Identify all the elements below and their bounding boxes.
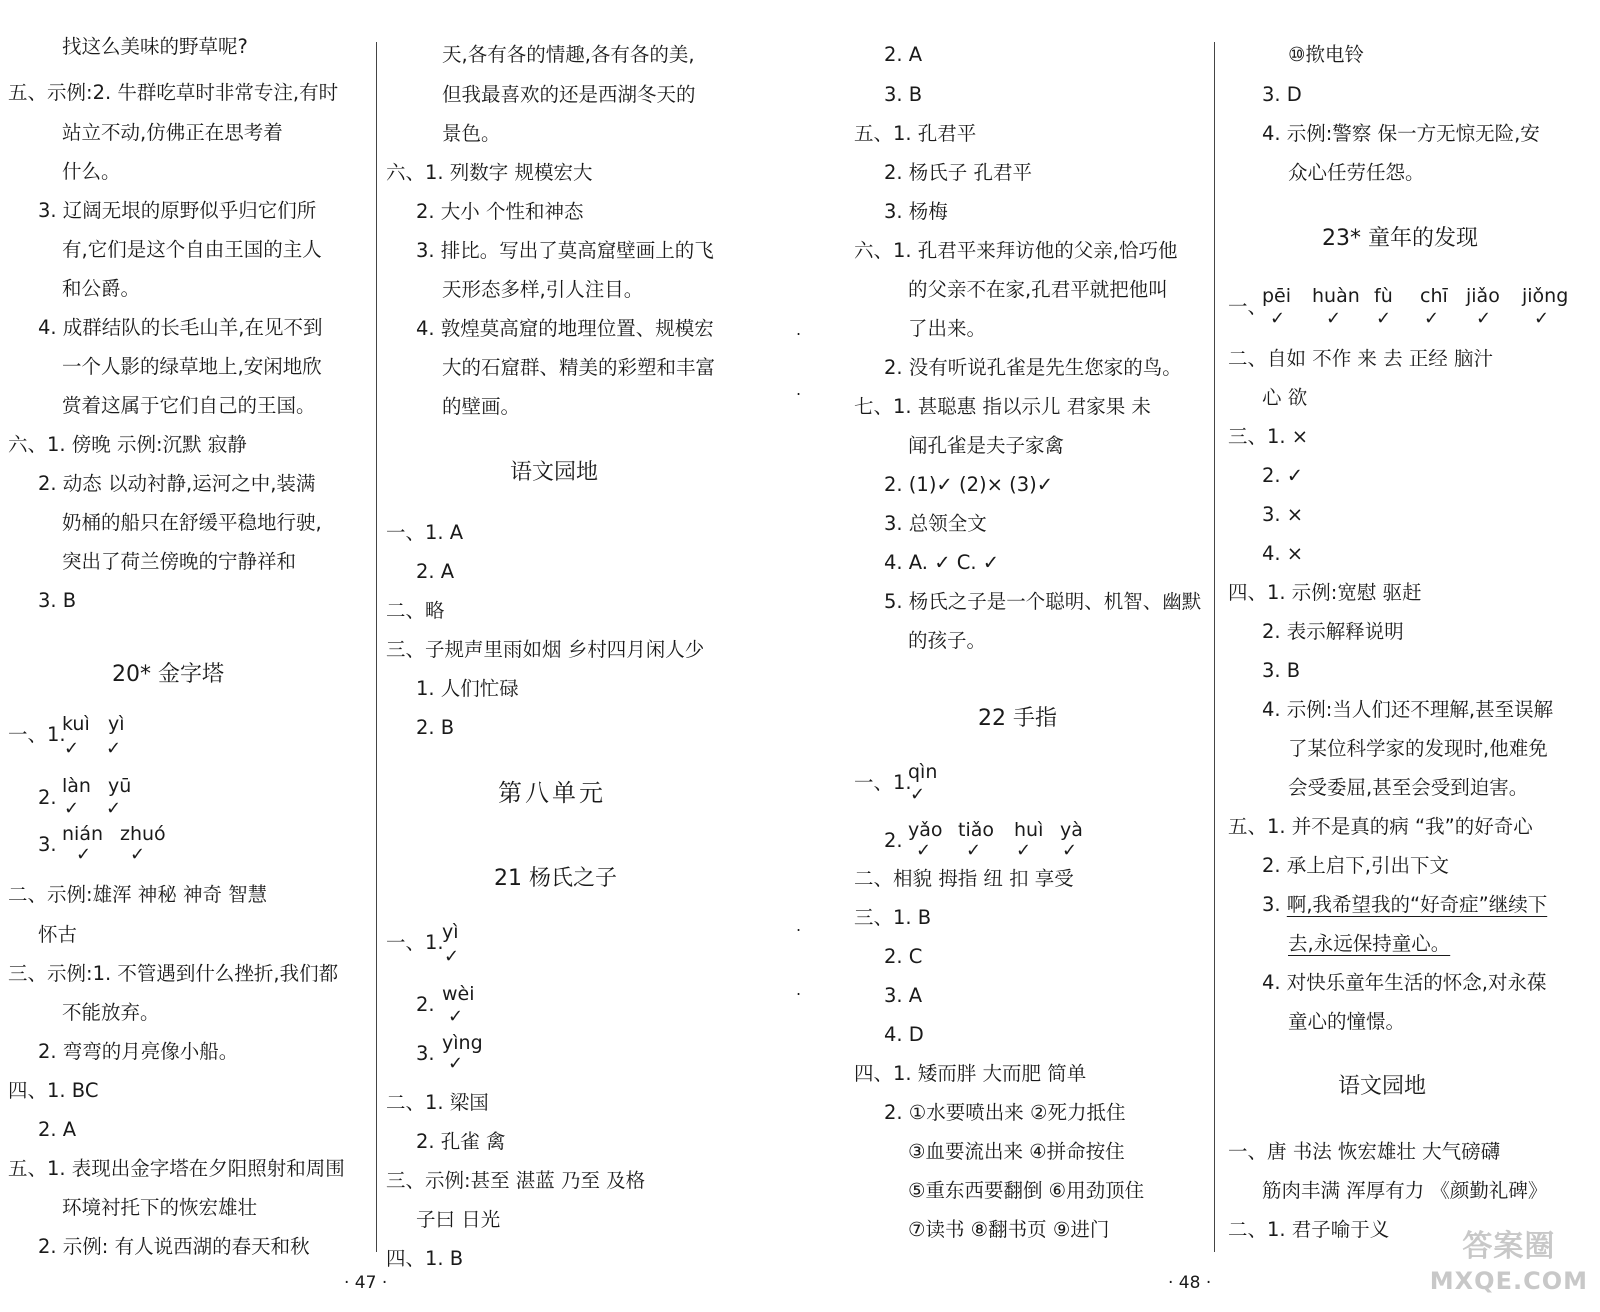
item-number: 3. [1262,893,1287,916]
pinyin: kuì [62,713,90,735]
text-line: 了出来。 [908,317,987,340]
text-line: 心 欲 [1262,386,1308,409]
check-mark: ✓ [444,946,460,967]
text-line: 一、 [1228,295,1268,318]
text-line: 3. B [1262,659,1301,682]
text-line: ⑩揿电铃 [1288,43,1364,66]
watermark-url: MXQE.COM [1429,1267,1588,1295]
text-line: 2. 没有听说孔雀是先生您家的鸟。 [884,356,1182,379]
text-line: 的孩子。 [908,629,987,652]
text-line: 七、1. 甚聪惠 指以示儿 君家果 未 [854,395,1151,418]
section-title: 语文园地 [1338,1074,1427,1099]
text-line: 4. 对快乐童年生活的怀念,对永葆 [1262,971,1547,994]
text-line: 二、相貌 拇指 纽 扣 享受 [854,867,1074,890]
column-divider [1214,42,1215,1252]
text-line: 2. A [38,1118,77,1141]
text-line: 五、1. 孔君平 [854,122,977,145]
pinyin: yà [1060,819,1083,841]
check-mark: ✓ [448,1053,464,1074]
text-line: 子曰 日光 [416,1208,501,1231]
text-line: 二、1. 梁国 [386,1091,489,1114]
text-line: 2. (1)✓ (2)× (3)✓ [884,473,1054,496]
text-line: 2. 示例: 有人说西湖的春天和秋 [38,1235,310,1258]
pinyin: pēi [1262,285,1292,307]
text-line: 1. 人们忙碌 [416,677,519,700]
text-line: 2. 大小 个性和神态 [416,200,584,223]
text-line: 4. × [1262,542,1304,565]
text-line: 4. 示例:当人们还不理解,甚至误解 [1262,698,1554,721]
text-line: 2. 弯弯的月亮像小船。 [38,1040,239,1063]
text-line: 5. 杨氏之子是一个聪明、机智、幽默 [884,590,1202,613]
pinyin: yì [442,921,459,943]
lesson-title: 23* 童年的发现 [1322,226,1478,251]
column-divider [376,42,377,1252]
text-line: 4. 成群结队的长毛山羊,在见不到 [38,316,323,339]
text-line: 3. D [1262,83,1302,106]
text-line: 3. 杨梅 [884,200,948,223]
text-line: 2. A [884,43,923,66]
text-line: 3. [38,833,57,856]
text-line: 三、示例:1. 不管遇到什么挫折,我们都 [8,962,339,985]
text-line: 4. A. ✓ C. ✓ [884,551,1000,574]
text-line: 三、子规声里雨如烟 乡村四月闲人少 [386,638,705,661]
text-line: 3. B [884,83,923,106]
text-line: ⑤重东西要翻倒 ⑥用劲顶住 [908,1179,1145,1202]
watermark-logo-text: 答案圈 [1462,1229,1556,1264]
pinyin: yǎo [908,819,943,841]
text-line: 2. 表示解释说明 [1262,620,1404,643]
pinyin: qìn [908,761,938,783]
pinyin: fù [1374,285,1393,307]
text-line: 3. A [884,984,923,1007]
text-line: ⑦读书 ⑧翻书页 ⑨进门 [908,1218,1110,1241]
unit-title: 第八单元 [498,779,606,807]
pinyin: yì [108,713,125,735]
text-line: 怀古 [38,923,78,946]
text-line: 4. 敦煌莫高窟的地理位置、规模宏 [416,317,714,340]
check-mark: ✓ [1376,308,1392,329]
check-mark: ✓ [1424,308,1440,329]
text-line: 众心任劳任怨。 [1288,161,1425,184]
underlined-answer: 啊,我希望我的“好奇症”继续下 [1286,893,1548,916]
stray-dot: . [796,320,802,339]
text-line: 三、1. B [854,906,932,929]
text-line: 五、1. 表现出金字塔在夕阳照射和周围 [8,1157,345,1180]
text-line: 一、唐 书法 恢宏雄壮 大气磅礴 [1228,1140,1501,1163]
text-line: 五、1. 并不是真的病 “我”的好奇心 [1228,815,1533,838]
text-line: 一个人影的绿草地上,安闲地欣 [62,355,322,378]
text-line: 2. 承上启下,引出下文 [1262,854,1450,877]
check-mark: ✓ [1016,840,1032,861]
pinyin: tiǎo [958,819,994,841]
text-line: 3. B [38,589,77,612]
lesson-title: 21 杨氏之子 [494,866,617,891]
watermark [1430,1230,1588,1298]
text-line: 2. 杨氏子 孔君平 [884,161,1033,184]
text-line: 2. B [416,716,455,739]
text-line: 六、1. 傍晚 示例:沉默 寂静 [8,433,247,456]
check-mark: ✓ [966,840,982,861]
lesson-title: 22 手指 [978,706,1057,731]
pinyin: jiǒng [1522,285,1569,307]
text-line: 二、示例:雄浑 神秘 神奇 智慧 [8,883,268,906]
pinyin: jiǎo [1466,285,1500,307]
text-line: 会受委屈,甚至会受到迫害。 [1288,776,1529,799]
text-line: 环境衬托下的恢宏雄壮 [62,1196,258,1219]
text-line: 4. 示例:警察 保一方无惊无险,安 [1262,122,1540,145]
text-line: 找这么美味的野草呢? [62,35,248,58]
stray-dot: . [796,980,802,999]
text-line: 站立不动,仿佛正在思考着 [62,121,283,144]
text-line: 有,它们是这个自由王国的主人 [62,238,322,261]
stray-dot: . [796,916,802,935]
check-mark: ✓ [1270,308,1286,329]
text-line: 天,各有各的情趣,各有各的美, [442,43,695,66]
check-mark: ✓ [1534,308,1550,329]
text-line: 突出了荷兰傍晚的宁静祥和 [62,550,297,573]
text-line: 一、1. A [386,521,464,544]
text-line: 四、1. B [386,1247,464,1270]
text-line: 四、1. BC [8,1079,99,1102]
text-line: 一、1. [386,931,444,954]
text-line: 了某位科学家的发现时,他难免 [1288,737,1548,760]
text-line: 赏着这属于它们自己的王国。 [62,394,316,417]
text-line: 三、1. × [1228,425,1309,448]
check-mark: ✓ [448,1006,464,1027]
text-line: 四、1. 示例:宽慰 驱赶 [1228,581,1422,604]
text-line: 三、示例:甚至 湛蓝 乃至 及格 [386,1169,646,1192]
text-line: 大的石窟群、精美的彩塑和丰富 [442,356,716,379]
text-line: 什么。 [62,160,121,183]
text-line: 2. C [884,945,923,968]
text-line: 2. 动态 以动衬静,运河之中,装满 [38,472,316,495]
text-line: 2. [884,829,903,852]
pinyin: wèi [442,983,475,1005]
check-mark: ✓ [916,840,932,861]
text-line: 但我最喜欢的还是西湖冬天的 [442,83,696,106]
text-line: 2. [416,993,435,1016]
page-number-left: · 47 · [344,1273,388,1293]
text-line: 2. 孔雀 禽 [416,1130,506,1153]
check-mark: ✓ [64,738,80,759]
pinyin: yū [108,775,132,797]
text-line: 2. ①水要喷出来 ②死力抵住 [884,1101,1126,1124]
text-line: ③血要流出来 ④拼命按住 [908,1140,1125,1163]
text-line: 二、自如 不作 来 去 正经 脑汁 [1228,347,1493,370]
check-mark: ✓ [64,798,80,819]
text-line: 的壁画。 [442,395,521,418]
text-line: 4. D [884,1023,924,1046]
text-line: 六、1. 孔君平来拜访他的父亲,恰巧他 [854,239,1178,262]
text-line: 一、1. [8,723,66,746]
text-line: 一、1. [854,771,912,794]
text-line: 天形态多样,引人注目。 [442,278,644,301]
pinyin: huàn [1312,285,1360,307]
check-mark: ✓ [1062,840,1078,861]
text-line: 二、略 [386,599,445,622]
text-line: 2. ✓ [1262,464,1304,487]
page-number-right: · 48 · [1168,1273,1212,1293]
text-line: 五、示例:2. 牛群吃草时非常专注,有时 [8,81,339,104]
text-line: 3. [416,1042,435,1065]
lesson-title: 20* 金字塔 [112,662,224,687]
text-line [1262,892,1547,918]
underlined-answer: 去,永远保持童心。 [1288,932,1451,955]
text-line: 3. 总领全文 [884,512,987,535]
text-line: 3. × [1262,503,1304,526]
text-line: 奶桶的船只在舒缓平稳地行驶, [62,511,322,534]
text-line: 3. 排比。写出了莫高窟壁画上的飞 [416,239,714,262]
text-line: 的父亲不在家,孔君平就把他叫 [908,278,1168,301]
pinyin: chī [1420,285,1448,307]
text-line: 二、1. 君子喻于义 [1228,1218,1390,1241]
text-line: 3. 辽阔无垠的原野似乎归它们所 [38,199,317,222]
text-line: 六、1. 列数字 规模宏大 [386,161,593,184]
section-title: 语文园地 [510,460,599,485]
text-line: 闻孔雀是夫子家禽 [908,434,1065,457]
check-mark: ✓ [130,844,146,865]
text-line: 和公爵。 [62,277,141,300]
text-line: 童心的憧憬。 [1288,1010,1406,1033]
pinyin: làn [62,775,91,797]
pinyin: huì [1014,819,1044,841]
check-mark: ✓ [106,798,122,819]
text-line: 不能放弃。 [62,1001,160,1024]
pinyin: yìng [442,1032,483,1054]
check-mark: ✓ [106,738,122,759]
check-mark: ✓ [910,784,926,805]
check-mark: ✓ [1476,308,1492,329]
pinyin: zhuó [120,823,166,845]
stray-dot: . [796,380,802,399]
text-line: 2. [38,786,57,809]
check-mark: ✓ [1326,308,1342,329]
text-line: 景色。 [442,122,501,145]
check-mark: ✓ [76,844,92,865]
pinyin: nián [62,823,104,845]
text-line: 四、1. 矮而胖 大而肥 简单 [854,1062,1087,1085]
text-line: 筋肉丰满 浑厚有力 《颜勤礼碑》 [1262,1179,1548,1202]
text-line: 2. A [416,560,455,583]
